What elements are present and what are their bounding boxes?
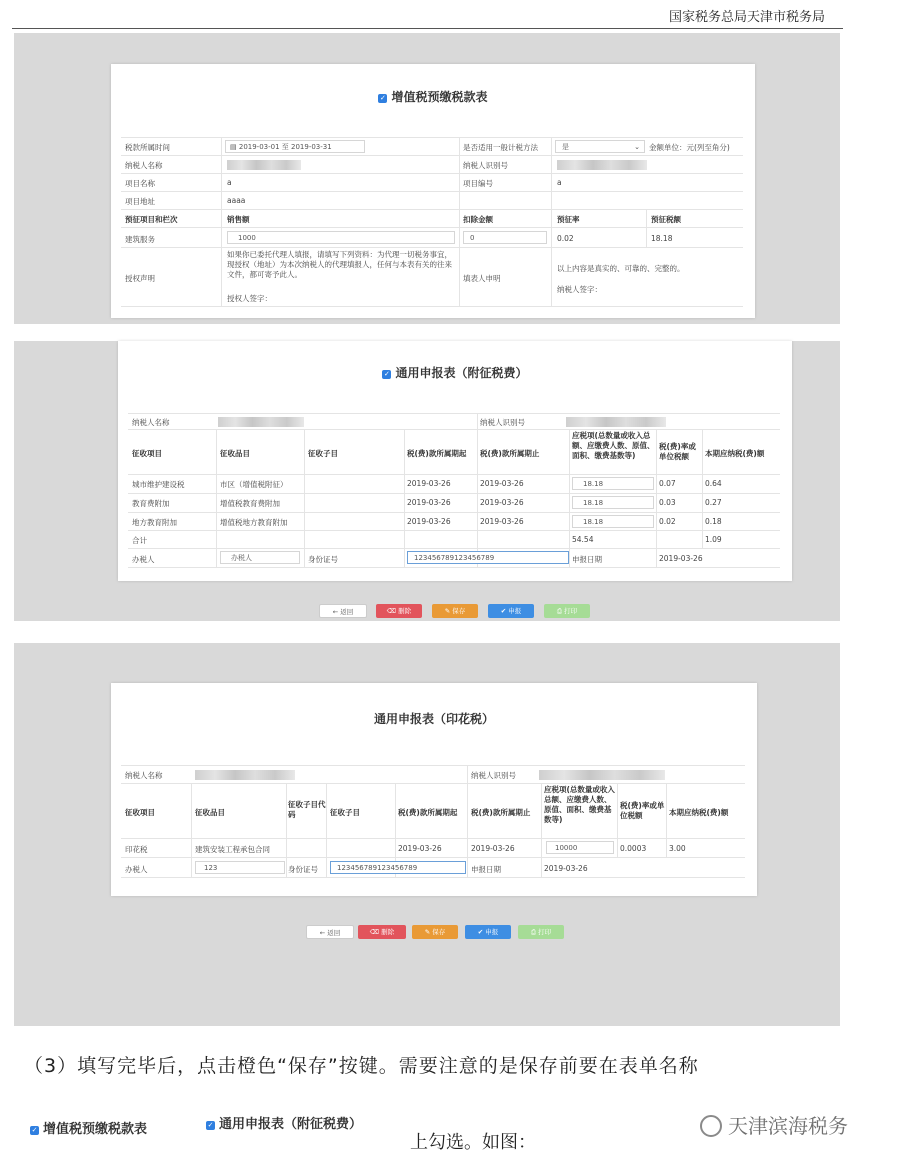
edit-icon: ✎: [424, 928, 433, 936]
total-amount: 1.09: [705, 535, 722, 544]
row2-rate: 0.03: [659, 498, 676, 507]
project-addr-value: aaaa: [227, 196, 246, 205]
project-no-label: 项目编号: [463, 179, 493, 188]
checkbox-checked-icon[interactable]: ✓: [380, 94, 386, 102]
taxpayer-name-label: 纳税人名称: [125, 161, 163, 170]
row-item: 建筑服务: [125, 235, 155, 244]
print-button[interactable]: ⎙ 打印: [518, 925, 564, 939]
col-levy-item: 征收项目: [132, 449, 162, 458]
row3-amount: 0.18: [705, 517, 722, 526]
col-period-to: 税(费)款所属期止: [480, 449, 540, 458]
row1-to: 2019-03-26: [480, 479, 524, 488]
project-name-value: a: [227, 178, 232, 187]
auth-label: 授权声明: [125, 274, 155, 283]
col-levy-sub: 征收品目: [220, 449, 250, 458]
col-amount: 本期应纳税(费)额: [705, 449, 765, 458]
stamp-row-from: 2019-03-26: [398, 844, 442, 853]
surtax-name-label: 纳税人名称: [132, 418, 170, 427]
stamp-base-input[interactable]: 10000: [546, 841, 614, 854]
stamp-agent-label: 办税人: [125, 865, 148, 874]
tax-value: 18.18: [651, 234, 673, 243]
printer-icon: ⎙: [556, 607, 565, 615]
project-name-label: 项目名称: [125, 179, 155, 188]
col-base: 应税项(总数量或收入总额、应缴费人数、原值、面积、缴费基数等): [544, 785, 615, 824]
instruction-tail: 上勾选。如图：: [410, 1132, 536, 1153]
edit-icon: ✎: [444, 607, 453, 615]
stamp-idno-label: 身份证号: [288, 865, 318, 874]
method-select[interactable]: 是 ⌄: [555, 140, 645, 153]
row3-rate: 0.02: [659, 517, 676, 526]
bureau-header: 国家税务总局天津市税务局: [668, 10, 825, 25]
project-no-value: a: [557, 178, 562, 187]
row3-item: 地方教育附加: [132, 518, 177, 527]
stamp-id-redacted: [539, 770, 665, 780]
date-label: 申报日期: [572, 555, 602, 564]
submit-button[interactable]: ✔ 申报: [488, 604, 534, 618]
checkbox-checked-icon: ✓: [207, 1121, 214, 1129]
checkbox-checked-icon[interactable]: ✓: [384, 370, 390, 378]
row2-from: 2019-03-26: [407, 498, 451, 507]
agent-input[interactable]: 办税人: [220, 551, 300, 564]
submit-button[interactable]: ✔ 申报: [465, 925, 511, 939]
rate-value: 0.02: [557, 234, 574, 243]
sales-input[interactable]: 1000: [227, 231, 455, 244]
delete-button[interactable]: ⌫ 删除: [376, 604, 422, 618]
delete-button[interactable]: ⌫ 删除: [358, 925, 406, 939]
idno-label: 身份证号: [308, 555, 338, 564]
row3-sub: 增值税地方教育附加: [220, 518, 288, 527]
method-label: 是否适用一般计税方法: [463, 143, 538, 152]
checkbox-checked-icon: ✓: [31, 1126, 38, 1134]
total-base: 54.54: [572, 535, 594, 544]
mini-vat-title: ✓ 增值税预缴税款表: [31, 1122, 148, 1137]
stamp-name-label: 纳税人名称: [125, 771, 163, 780]
deduct-input[interactable]: 0: [463, 231, 547, 244]
calendar-icon: ▤: [230, 143, 237, 151]
surtax-form-card: [118, 341, 792, 581]
col-rate: 预征率: [557, 215, 580, 224]
col-levy-child: 征收子目: [330, 808, 360, 817]
row1-item: 城市维护建设税: [132, 480, 185, 489]
stamp-agent-input[interactable]: 123: [195, 861, 285, 874]
vat-form-title: ✓ 增值税预缴税款表: [380, 90, 488, 104]
col-base: 应税项(总数量或收入总额、应缴费人数、原值、面积、缴费基数等): [572, 431, 655, 460]
row3-from: 2019-03-26: [407, 517, 451, 526]
surtax-form-title: ✓ 通用申报表（附征税费）: [384, 366, 528, 380]
trash-icon: ⌫: [369, 928, 382, 936]
check-circle-icon: ✔: [477, 928, 486, 936]
stamp-idno-input[interactable]: 123456789123456789: [330, 861, 466, 874]
auth-text: 如果你已委托代理人填报，请填写下列资料：为代理一切税务事宜，现授权（地址）为本次纳税人的代理填报人，任何与本表有关的往来文件，都可寄予此人。: [227, 250, 452, 279]
screenshot-vat: [14, 33, 840, 324]
screenshot-stamp: [14, 643, 840, 1026]
col-rate: 税(费)率或单位税额: [620, 801, 665, 820]
auth-sign: 授权人签字：: [227, 294, 272, 303]
period-input[interactable]: ▤ 2019-03-01 至 2019-03-31: [225, 140, 365, 153]
total-label: 合计: [132, 536, 147, 545]
row2-amount: 0.27: [705, 498, 722, 507]
row1-base-input[interactable]: 18.18: [572, 477, 654, 490]
taxpayer-name-redacted: [227, 160, 301, 170]
col-rate: 税(费)率或单位税额: [659, 442, 696, 461]
stamp-name-redacted: [195, 770, 295, 780]
col-amount: 本期应纳税(费)额: [669, 808, 729, 817]
period-label: 税款所属时间: [125, 143, 170, 152]
stamp-row-item: 印花税: [125, 845, 148, 854]
back-button[interactable]: ← 返回: [319, 604, 367, 618]
row1-sub: 市区（增值税附征）: [220, 480, 288, 489]
row1-rate: 0.07: [659, 479, 676, 488]
mini-surtax-title: ✓ 通用申报表（附征税费）: [207, 1117, 363, 1132]
trash-icon: ⌫: [386, 607, 399, 615]
col-item: 预征项目和栏次: [125, 215, 178, 224]
instruction-text: （3）填写完毕后，点击橙色“保存”按键。需要注意的是保存前要在表单名称: [24, 1055, 699, 1077]
col-levy-item: 征收项目: [125, 808, 155, 817]
stamp-form-title: 通用申报表（印花税）: [373, 712, 494, 726]
row3-to: 2019-03-26: [480, 517, 524, 526]
date-value: 2019-03-26: [659, 554, 703, 563]
stamp-row-amount: 3.00: [669, 844, 686, 853]
declare-sign: 纳税人签字：: [557, 285, 602, 294]
check-circle-icon: ✔: [500, 607, 509, 615]
chevron-down-icon: ⌄: [634, 143, 640, 151]
col-period-to: 税(费)款所属期止: [471, 808, 531, 817]
header-divider: [12, 28, 843, 29]
stamp-row-sub: 建筑安装工程承包合同: [195, 845, 270, 854]
taxpayer-id-redacted: [557, 160, 647, 170]
surtax-id-redacted: [566, 417, 666, 427]
stamp-row-rate: 0.0003: [620, 844, 647, 853]
vat-form-card: [111, 64, 755, 318]
stamp-id-label: 纳税人识别号: [471, 771, 516, 780]
stamp-date-value: 2019-03-26: [544, 864, 588, 873]
row3-base-input[interactable]: 18.18: [572, 515, 654, 528]
print-button[interactable]: ⎙ 打印: [544, 604, 590, 618]
row2-item: 教育费附加: [132, 499, 170, 508]
stamp-date-label: 申报日期: [471, 865, 501, 874]
col-levy-child: 征收子目: [308, 449, 338, 458]
printer-icon: ⎙: [530, 928, 539, 936]
declare-text: 以上内容是真实的、可靠的、完整的。: [557, 264, 685, 273]
declare-label: 填表人申明: [463, 274, 501, 283]
agent-label: 办税人: [132, 555, 155, 564]
idno-input[interactable]: 123456789123456789: [407, 551, 569, 564]
back-button[interactable]: ← 返回: [306, 925, 354, 939]
col-child-code: 征收子目代码: [288, 800, 326, 819]
surtax-id-label: 纳税人识别号: [480, 418, 525, 427]
surtax-name-redacted: [218, 417, 304, 427]
project-addr-label: 项目地址: [125, 197, 155, 206]
screenshot-surtax: [14, 341, 840, 621]
watermark: 天津滨海税务: [700, 1110, 848, 1139]
row2-base-input[interactable]: 18.18: [572, 496, 654, 509]
col-levy-sub: 征收品目: [195, 808, 225, 817]
col-period-from: 税(费)款所属期起: [407, 449, 467, 458]
row2-to: 2019-03-26: [480, 498, 524, 507]
row2-sub: 增值税教育费附加: [220, 499, 280, 508]
taxpayer-id-label: 纳税人识别号: [463, 161, 508, 170]
col-sales: 销售额: [227, 215, 250, 224]
col-deduct: 扣除金额: [463, 215, 493, 224]
stamp-form-card: [111, 683, 757, 896]
wechat-icon: [700, 1115, 722, 1137]
row1-from: 2019-03-26: [407, 479, 451, 488]
save-button[interactable]: ✎ 保存: [412, 925, 458, 939]
save-button[interactable]: ✎ 保存: [432, 604, 478, 618]
col-tax: 预征税额: [651, 215, 681, 224]
col-period-from: 税(费)款所属期起: [398, 808, 458, 817]
row1-amount: 0.64: [705, 479, 722, 488]
stamp-row-to: 2019-03-26: [471, 844, 515, 853]
unit-note: 金额单位：元(列至角分): [649, 143, 730, 152]
